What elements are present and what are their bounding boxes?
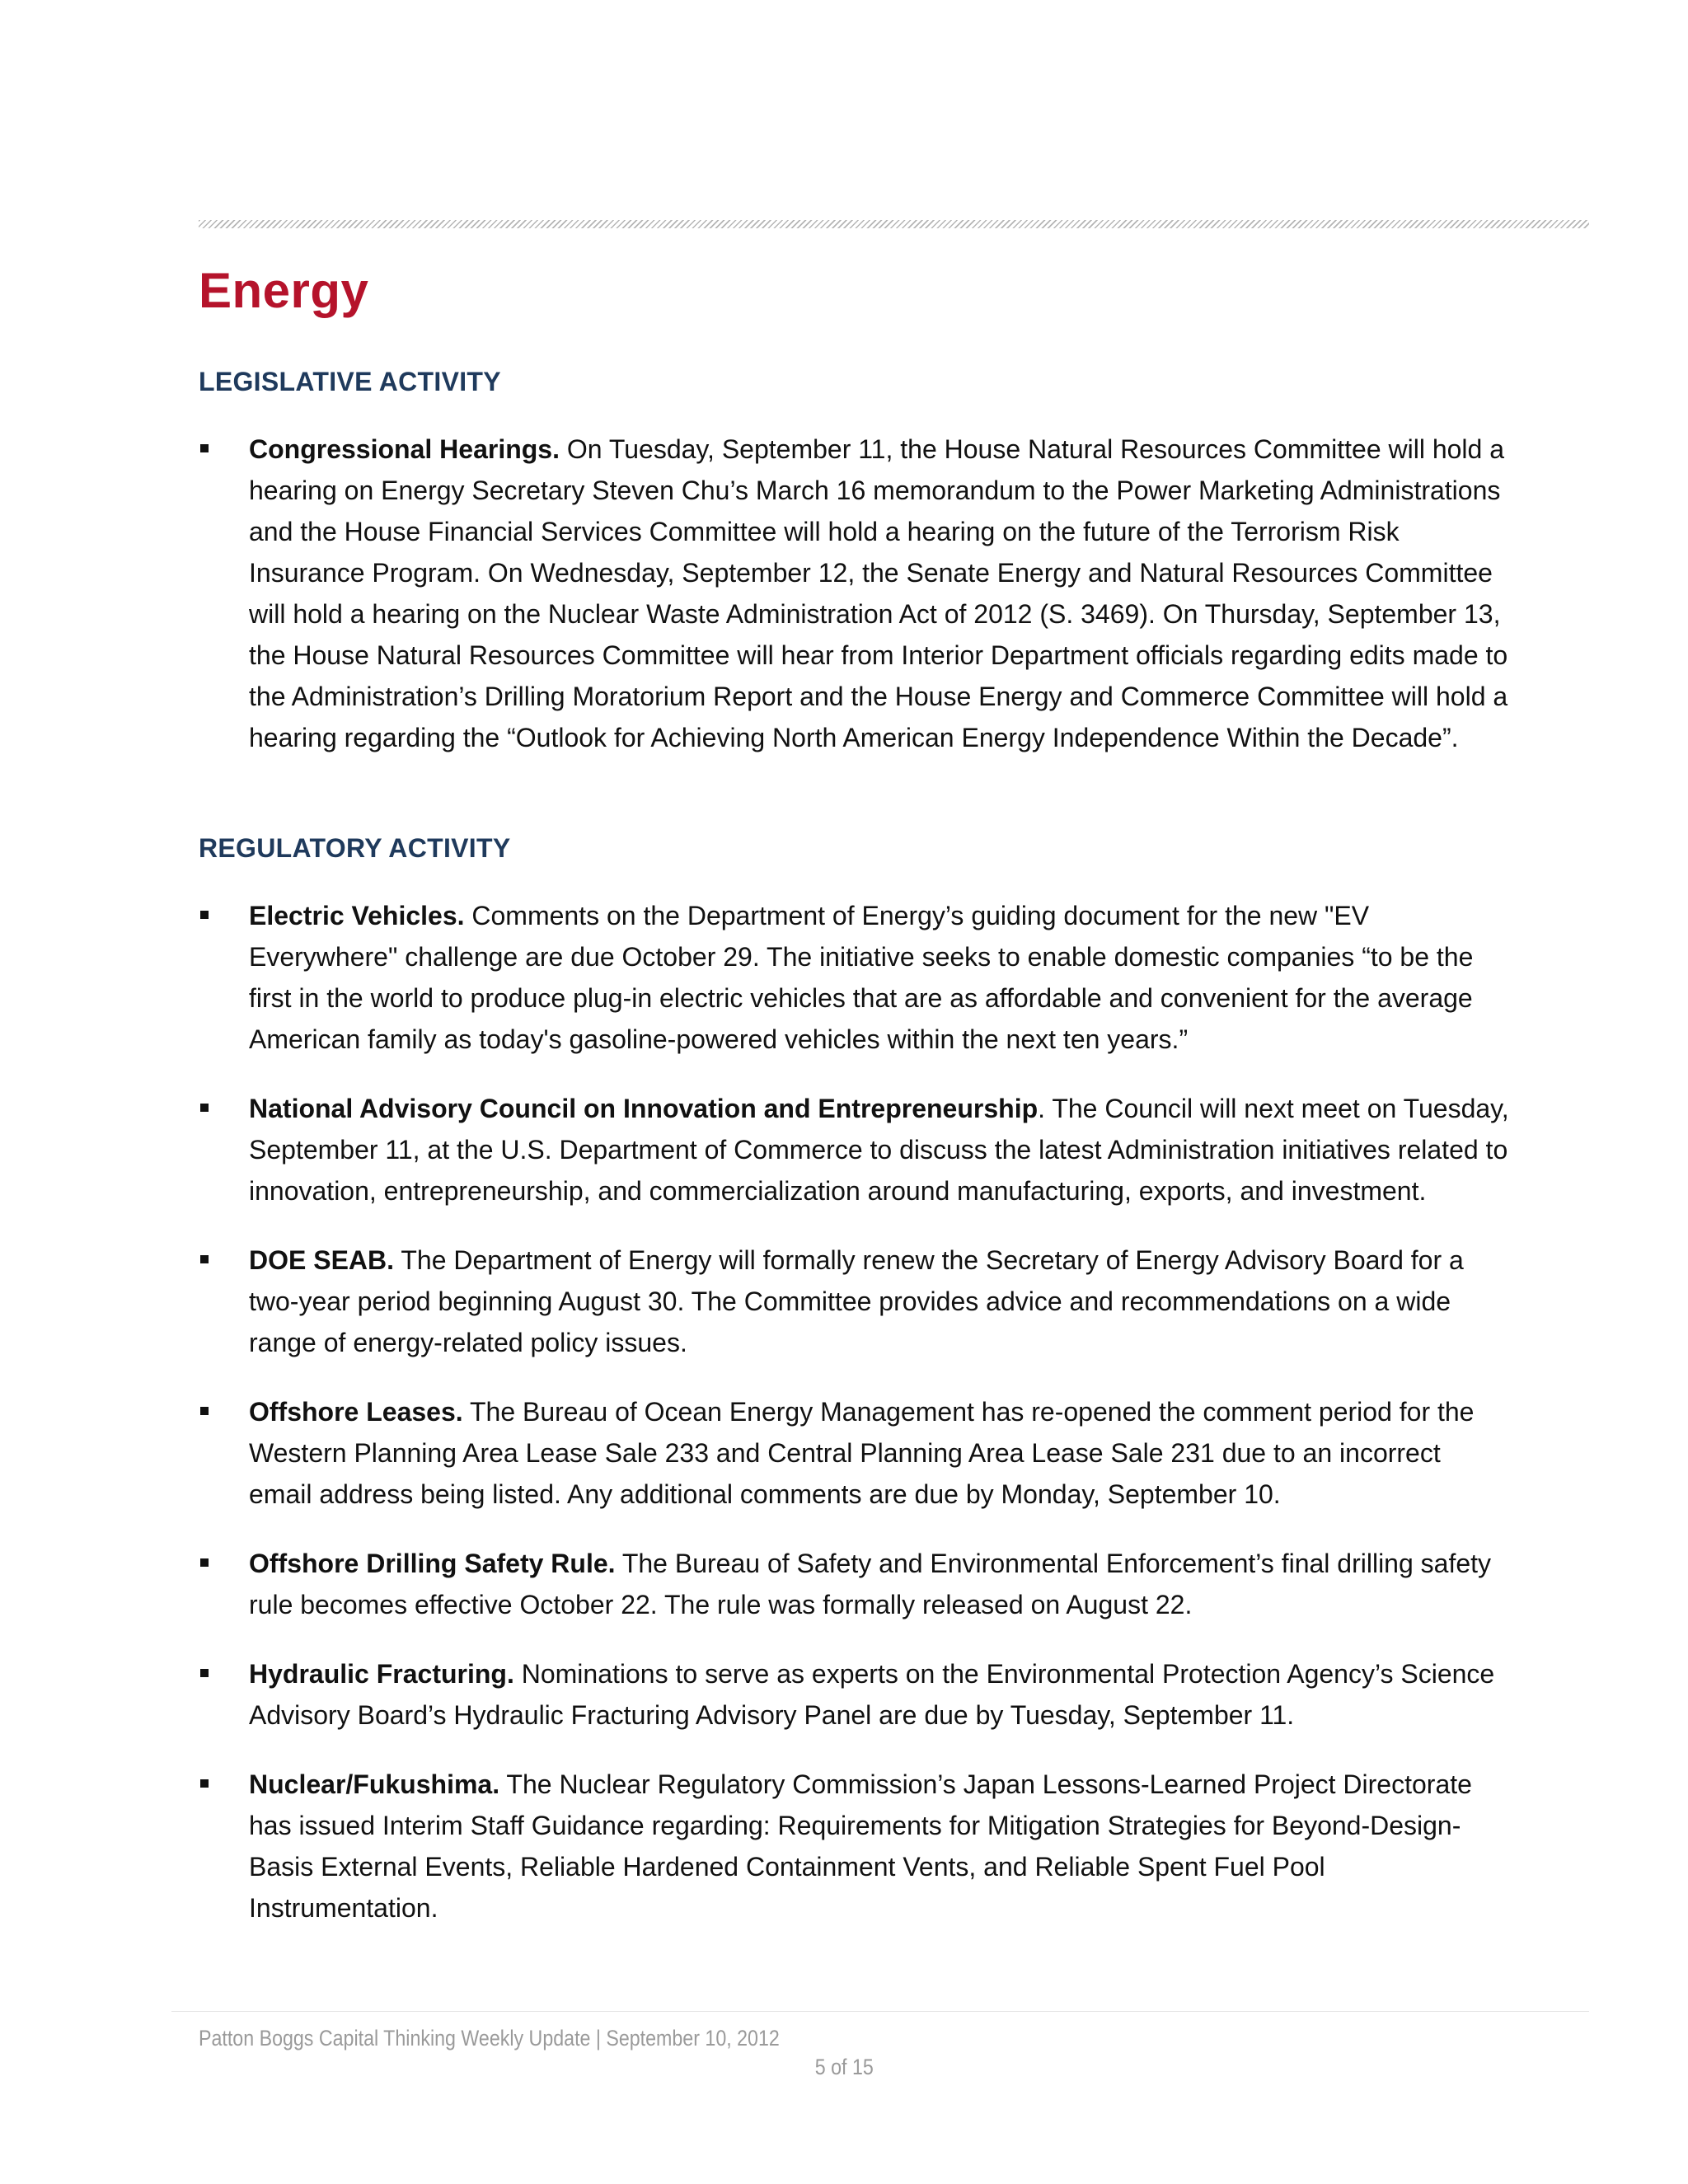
section-heading-regulatory: REGULATORY ACTIVITY xyxy=(199,833,511,863)
footer-text: Patton Boggs Capital Thinking Weekly Update | September 10, 2012 xyxy=(199,2026,780,2050)
item-text: Nominations to serve as experts on the Environmental Protection Agency’s Science Advisory Board’s Hydraulic Fracturing Advisory Panel are due by Tuesday, September 11. xyxy=(249,1659,1495,1730)
list-item xyxy=(199,429,1509,758)
square-bullet-icon xyxy=(200,1558,209,1567)
item-text: . The Council will next meet on Tuesday, September 11, at the U.S. Department of Commerce to discuss the latest Administration initiatives related to innovation, entrepreneurship, and commercialization around manufacturing, exports, and investment. xyxy=(249,1094,1509,1206)
square-bullet-icon xyxy=(200,1407,209,1415)
legislative-list xyxy=(199,429,1509,758)
page-title: Energy xyxy=(199,263,369,318)
list-item xyxy=(199,1240,1509,1363)
item-title: National Advisory Council on Innovation and Entrepreneurship xyxy=(249,1094,1039,1123)
item-text: Comments on the Department of Energy’s guiding document for the new "EV Everywhere" challenge are due October 29. The initiative seeks to enable domestic companies “to be the first in the world to produce plug-in electric vehicles that are as affordable and convenient for the average American family as today's gasoline-powered vehicles within the next ten years.” xyxy=(249,901,1474,1054)
square-bullet-icon xyxy=(200,1255,209,1263)
item-title: DOE SEAB. xyxy=(249,1245,395,1275)
square-bullet-icon xyxy=(200,1779,209,1788)
item-title: Offshore Leases. xyxy=(249,1397,463,1427)
item-title: Nuclear/Fukushima. xyxy=(249,1769,500,1799)
list-item xyxy=(199,1391,1509,1515)
page-number-label: 5 of 15 xyxy=(814,2055,874,2079)
list-item xyxy=(199,1543,1509,1625)
list-item xyxy=(199,1653,1509,1736)
item-title: Offshore Drilling Safety Rule. xyxy=(249,1549,616,1578)
list-item xyxy=(199,1088,1509,1212)
regulatory-list xyxy=(199,895,1509,1929)
page-number xyxy=(0,2055,1688,2080)
item-title: Hydraulic Fracturing. xyxy=(249,1659,514,1689)
item-text: On Tuesday, September 11, the House Natural Resources Committee will hold a hearing on Energy Secretary Steven Chu’s March 16 memorandum to the Power Marketing Administrations and the House Financial Services Committee will hold a hearing on the future of the Terrorism Risk Insurance Program. On Wednesday, September 12, the Senate Energy and Natural Resources Committee will hold a hearing on the Nuclear Waste Administration Act of 2012 (S. 3469). On Thursday, September 13, the House Natural Resources Committee will hear from Interior Department officials regarding edits made to the Administration’s Drilling Moratorium Report and the House Energy and Commerce Committee will hold a hearing regarding the “Outlook for Achieving North American Energy Independence Within the Decade”. xyxy=(249,434,1508,752)
item-text: The Bureau of Safety and Environmental Enforcement’s final drilling safety rule becomes effective October 22. The rule was formally released on August 22. xyxy=(249,1549,1492,1619)
item-title: Electric Vehicles. xyxy=(249,901,465,930)
section-heading-legislative: LEGISLATIVE ACTIVITY xyxy=(199,367,501,396)
item-text: The Department of Energy will formally renew the Secretary of Energy Advisory Board for a two-year period beginning August 30. The Committee provides advice and recommendations on a wide range of energy-related policy issues. xyxy=(249,1245,1464,1357)
square-bullet-icon xyxy=(200,444,209,452)
item-text: The Bureau of Ocean Energy Management has re-opened the comment period for the Western Planning Area Lease Sale 233 and Central Planning Area Lease Sale 231 due to an incorrect email address being listed. Any additional comments are due by Monday, September 10. xyxy=(249,1397,1475,1509)
square-bullet-icon xyxy=(200,911,209,919)
square-bullet-icon xyxy=(200,1104,209,1112)
hatched-divider xyxy=(199,220,1589,228)
list-item xyxy=(199,1764,1509,1929)
list-item xyxy=(199,895,1509,1060)
square-bullet-icon xyxy=(200,1669,209,1677)
footer-divider xyxy=(171,2011,1589,2012)
item-text: The Nuclear Regulatory Commission’s Japan Lessons-Learned Project Directorate has issued Interim Staff Guidance regarding: Requirements for Mitigation Strategies for Beyond-Design-Basis External Events, Reliable Hardened Containment Vents, and Reliable Spent Fuel Pool Instrumentation. xyxy=(249,1769,1472,1923)
item-title: Congressional Hearings. xyxy=(249,434,560,464)
